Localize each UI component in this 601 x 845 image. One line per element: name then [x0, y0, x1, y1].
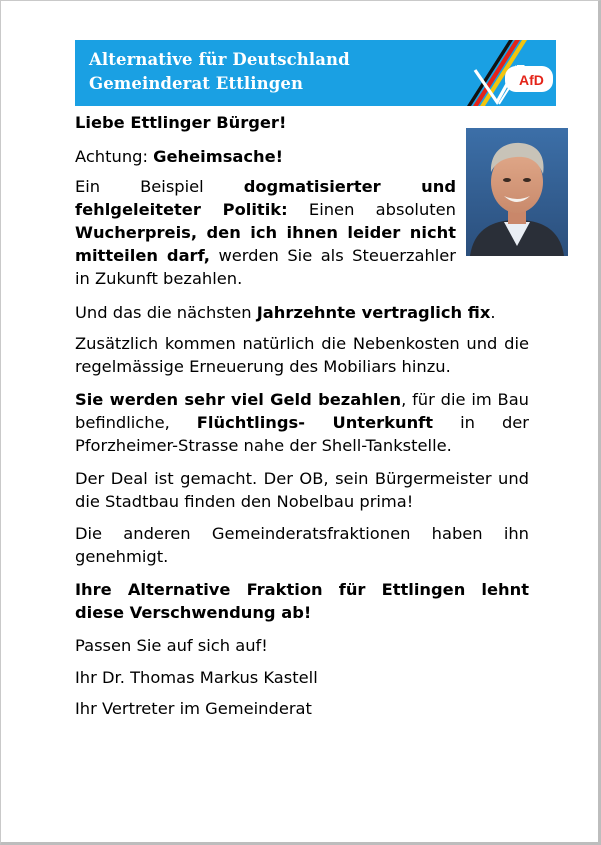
paragraph-4: Sie werden sehr viel Geld bezahlen, für die im Bau befindliche, Flüchtlings- Unterkunft in der Pforzheimer-Strasse nahe der Shell-Tankstelle. — [75, 390, 529, 455]
greeting: Liebe Ettlinger Bürger! — [75, 113, 287, 132]
paragraph-1: Ein Beispiel dogmatisierter und fehlgeleiteter Politik: Einen absoluten Wucherpreis, den ich ihnen leider nicht mitteilen darf, werden Sie als Steuerzahler in Zukunft bezahlen. — [75, 177, 457, 288]
banner-title: Alternative für Deutschland — [89, 50, 350, 69]
signature-role: Ihr Vertreter im Gemeinderat — [75, 699, 312, 718]
paragraph-2: Und das die nächsten Jahrzehnte vertraglich fix. — [75, 303, 496, 322]
header-banner — [75, 40, 556, 106]
portrait-photo — [466, 128, 568, 256]
paragraph-3: Zusätzlich kommen natürlich die Nebenkosten und die regelmässige Erneuerung des Mobiliars hinzu. — [75, 334, 529, 376]
banner-subtitle: Gemeinderat Ettlingen — [89, 74, 304, 93]
logo-text: AfD — [519, 72, 544, 88]
paragraph-5: Der Deal ist gemacht. Der OB, sein Bürgermeister und die Stadtbau finden den Nobelbau prima! — [75, 469, 529, 511]
closing-line: Passen Sie auf sich auf! — [75, 636, 268, 655]
attention-line: Achtung: Geheimsache! — [75, 147, 284, 166]
paragraph-6: Die anderen Gemeinderatsfraktionen haben ihn genehmigt. — [75, 524, 529, 566]
paragraph-7: Ihre Alternative Fraktion für Ettlingen lehnt diese Verschwendung ab! — [75, 580, 529, 622]
signature-name: Ihr Dr. Thomas Markus Kastell — [75, 668, 318, 687]
